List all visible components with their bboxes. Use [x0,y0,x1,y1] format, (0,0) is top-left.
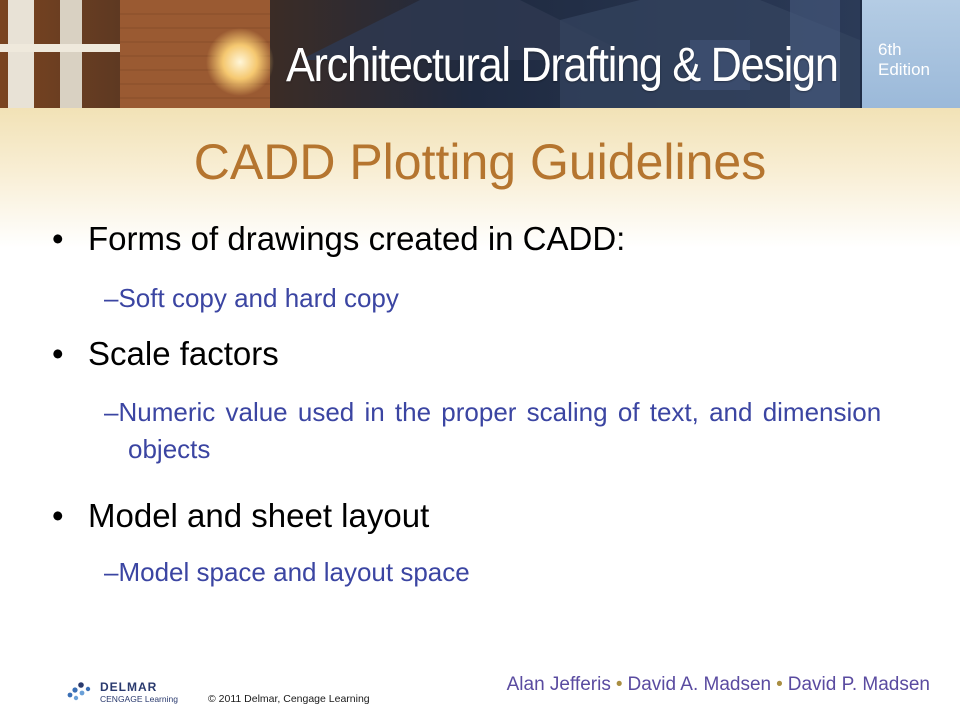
publisher-name: DELMAR [100,680,158,694]
dash-marker: – [104,397,119,427]
sub-bullet-model-layout-space [104,554,888,591]
bullet-scale-factors [52,335,279,373]
copyright-notice: © 2011 Delmar, Cengage Learning [208,693,370,705]
sub-bullet-text: Numeric value used in the proper scaling of text, and dimension objects [118,397,882,464]
edition-badge [862,0,960,108]
book-title: Architectural Drafting & Design [286,39,838,92]
author-separator: • [615,674,623,695]
bullet-forms-of-drawings [52,220,625,258]
author-credits [507,674,930,696]
dash-marker: – [104,557,119,587]
bullet-marker: • [52,220,64,257]
sub-bullet-text: Soft copy and hard copy [118,283,399,313]
bullet-text: Forms of drawings created in CADD: [88,220,626,257]
edition-number: 6th [878,40,902,59]
bullet-model-sheet-layout [52,497,429,535]
author-name: David A. Madsen [627,674,772,695]
publisher-subtitle: CENGAGE Learning [100,694,178,704]
bullet-marker: • [52,497,64,534]
sub-bullet-text: Model space and layout space [118,557,470,587]
sub-bullet-numeric-value [104,394,888,468]
sub-bullet-soft-hard-copy [104,280,888,317]
bullet-text: Model and sheet layout [88,497,430,534]
header-banner [0,0,960,108]
author-name: Alan Jefferis [506,674,611,695]
dash-marker: – [104,283,119,313]
delmar-logo-icon [66,679,96,703]
edition-label: Edition [878,60,930,79]
slide-title: CADD Plotting Guidelines [193,134,767,190]
author-name: David P. Madsen [787,674,930,695]
bullet-marker: • [52,335,64,372]
author-separator: • [776,674,783,695]
bullet-text: Scale factors [88,335,279,372]
